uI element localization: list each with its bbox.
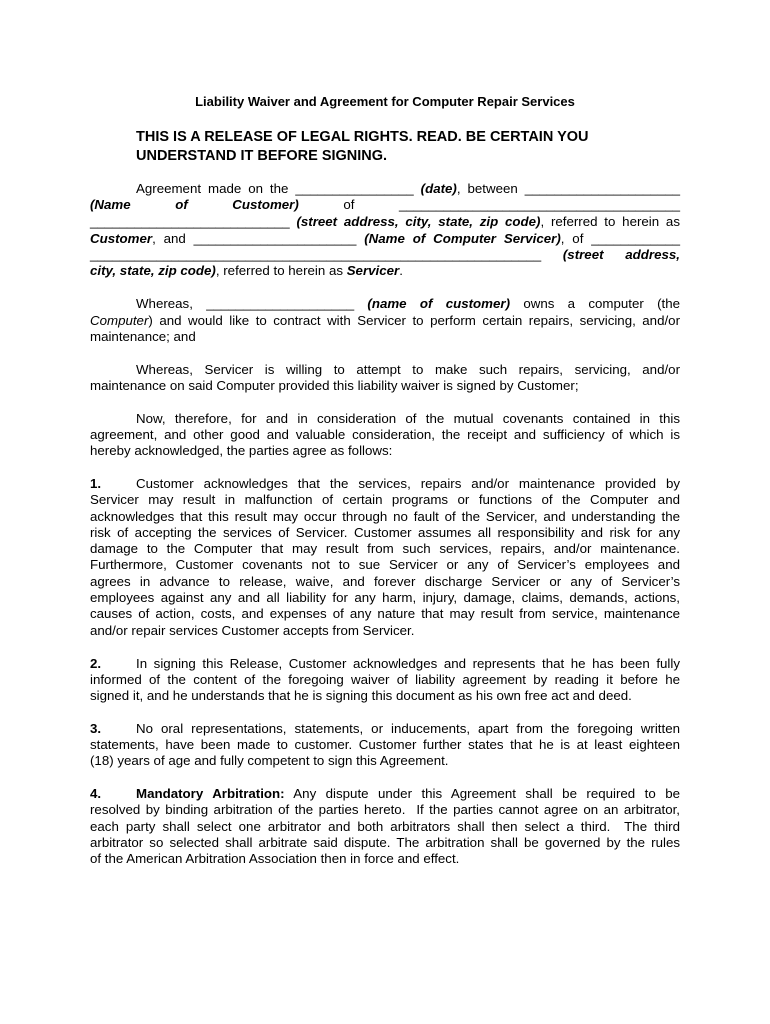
document-title: Liability Waiver and Agreement for Computer Repair Services (195, 94, 575, 109)
agreement-made-text: Agreement made on the ________________ (136, 181, 421, 196)
intro-period: . (399, 263, 403, 278)
computer-term: Computer (90, 313, 149, 328)
clause-2-text: In signing this Release, Customer acknowledges and represents that he has been fully (136, 656, 680, 671)
now-therefore-line-3: hereby acknowledged, the parties agree as follows: (90, 443, 393, 458)
intro-line-6 (90, 263, 680, 279)
date-label: (date) (420, 181, 457, 196)
customer-name-label: (Name of Customer) (90, 197, 299, 212)
clause-4-line-1 (90, 786, 680, 802)
clause-1-line-5: damage to the Computer that may result from such services, repairs, and/or maintenance. (90, 541, 680, 556)
whereas-2-line-2: maintenance on said Computer provided this liability waiver is signed by Customer; (90, 378, 579, 393)
servicer-name-label: (Name of Computer Servicer) (364, 231, 561, 246)
intro-line-5 (90, 247, 680, 263)
clause-1-line-1 (90, 476, 680, 492)
whereas-1-line-2-text: ) and would like to contract with Servicer to perform certain repairs, servicing, and/or (148, 313, 680, 328)
name-of-customer-label: (name of customer) (367, 296, 511, 311)
clause-4-line-5: of the American Arbitration Association then in force and effect. (90, 851, 460, 866)
between-text: , between _____________________ (456, 181, 681, 196)
whereas-1-line-3: maintenance; and (90, 329, 196, 344)
address-blank-2: _____________________________________________________________ (90, 247, 563, 262)
intro-line-3 (90, 214, 680, 230)
clause-1-number: 1. (90, 476, 102, 491)
customer-of-text: of ______________________________________ (298, 197, 680, 212)
clause-1-line-9: causes of action, costs, and expenses of any nature that may result from service, maintenance (90, 606, 680, 621)
clause-1-line-8: employees against any and all liability for any harm, injury, damage, claims, demands, actions, (90, 590, 680, 605)
clause-4-line-2: resolved by binding arbitration of the parties hereto. If the parties cannot agree on an arbitrator, (90, 802, 680, 817)
clause-2-line-1 (90, 656, 680, 672)
whereas-1-prefix: Whereas, ____________________ (136, 296, 368, 311)
clause-3-text: No oral representations, statements, or inducements, apart from the foregoing written (136, 721, 680, 736)
clause-3-number: 3. (90, 721, 102, 736)
servicer-term: Servicer (346, 263, 400, 278)
and-blank-text: , and ______________________ (152, 231, 365, 246)
whereas-1-line-2 (90, 313, 680, 329)
clause-3-line-3: (18) years of age and fully competent to sign this Agreement. (90, 753, 449, 768)
address-blank-1: ___________________________ (90, 214, 297, 229)
whereas-2-line-1: Whereas, Servicer is willing to attempt to make such repairs, servicing, and/or (136, 362, 680, 377)
clause-4-line-4: arbitrator so selected shall arbitrate said dispute. The arbitration shall be governed by the rules (90, 835, 680, 850)
clause-2-number: 2. (90, 656, 102, 671)
now-therefore-line-1: Now, therefore, for and in consideration of the mutual covenants contained in this (136, 411, 680, 426)
servicer-of-blank: , of ____________ (560, 231, 680, 246)
clause-1-line-6: Furthermore, Customer covenants not to sue Servicer or any of Servicer’s employees and (90, 557, 680, 572)
servicer-address-label-a: (street address, (562, 247, 680, 262)
whereas-1-line-1 (90, 296, 680, 312)
clause-1-text: Customer acknowledges that the services, repairs and/or maintenance provided by (136, 476, 680, 491)
clause-3-line-1 (90, 721, 680, 737)
intro-line-2 (90, 197, 680, 213)
clause-3-line-2: statements, have been made to customer. Customer further states that he is at least eighteen (90, 737, 680, 752)
clause-4-text: Any dispute under this Agreement shall be required to be (284, 786, 680, 801)
clause-2-line-2: informed of the content of the foregoing waiver of liability agreement by reading it before he (90, 672, 680, 687)
clause-1-line-7: agrees in advance to release, waive, and forever discharge Servicer or any of Servicer’s (90, 574, 680, 589)
clause-1-line-4: risk of accepting the services of Servicer. Customer assumes all responsibility and risk for any (90, 525, 680, 540)
clause-2-line-3: signed it, and he understands that he is signing this document as his own free act and deed. (90, 688, 632, 703)
clause-1-line-3: acknowledges that this result may occur through no fault of the Servicer, and understanding the (90, 509, 680, 524)
intro-line-1 (90, 181, 680, 197)
customer-term: Customer (90, 231, 153, 246)
whereas-1-suffix: owns a computer (the (510, 296, 680, 311)
release-warning-line-1: THIS IS A RELEASE OF LEGAL RIGHTS. READ. BE CERTAIN YOU (136, 129, 589, 145)
clause-1-line-2: Servicer may result in malfunction of certain programs or functions of the Computer and (90, 492, 680, 507)
clause-1-line-10: and/or repair services Customer accepts from Servicer. (90, 623, 415, 638)
customer-address-label: (street address, city, state, zip code) (296, 214, 541, 229)
clause-4-number: 4. (90, 786, 102, 801)
mandatory-arbitration-heading: Mandatory Arbitration: (136, 786, 285, 801)
referred-customer-text: , referred to herein as (540, 214, 680, 229)
intro-line-4 (90, 231, 680, 247)
release-warning-line-2: UNDERSTAND IT BEFORE SIGNING. (136, 148, 388, 164)
now-therefore-line-2: agreement, and other good and valuable consideration, the receipt and sufficiency of which is (90, 427, 680, 442)
release-warning-heading (136, 128, 696, 166)
clause-4-line-3: each party shall select one arbitrator and both arbitrators shall then select a third. The third (90, 819, 680, 834)
servicer-address-label-b: city, state, zip code) (90, 263, 216, 278)
referred-servicer-text: , referred to herein as (215, 263, 347, 278)
